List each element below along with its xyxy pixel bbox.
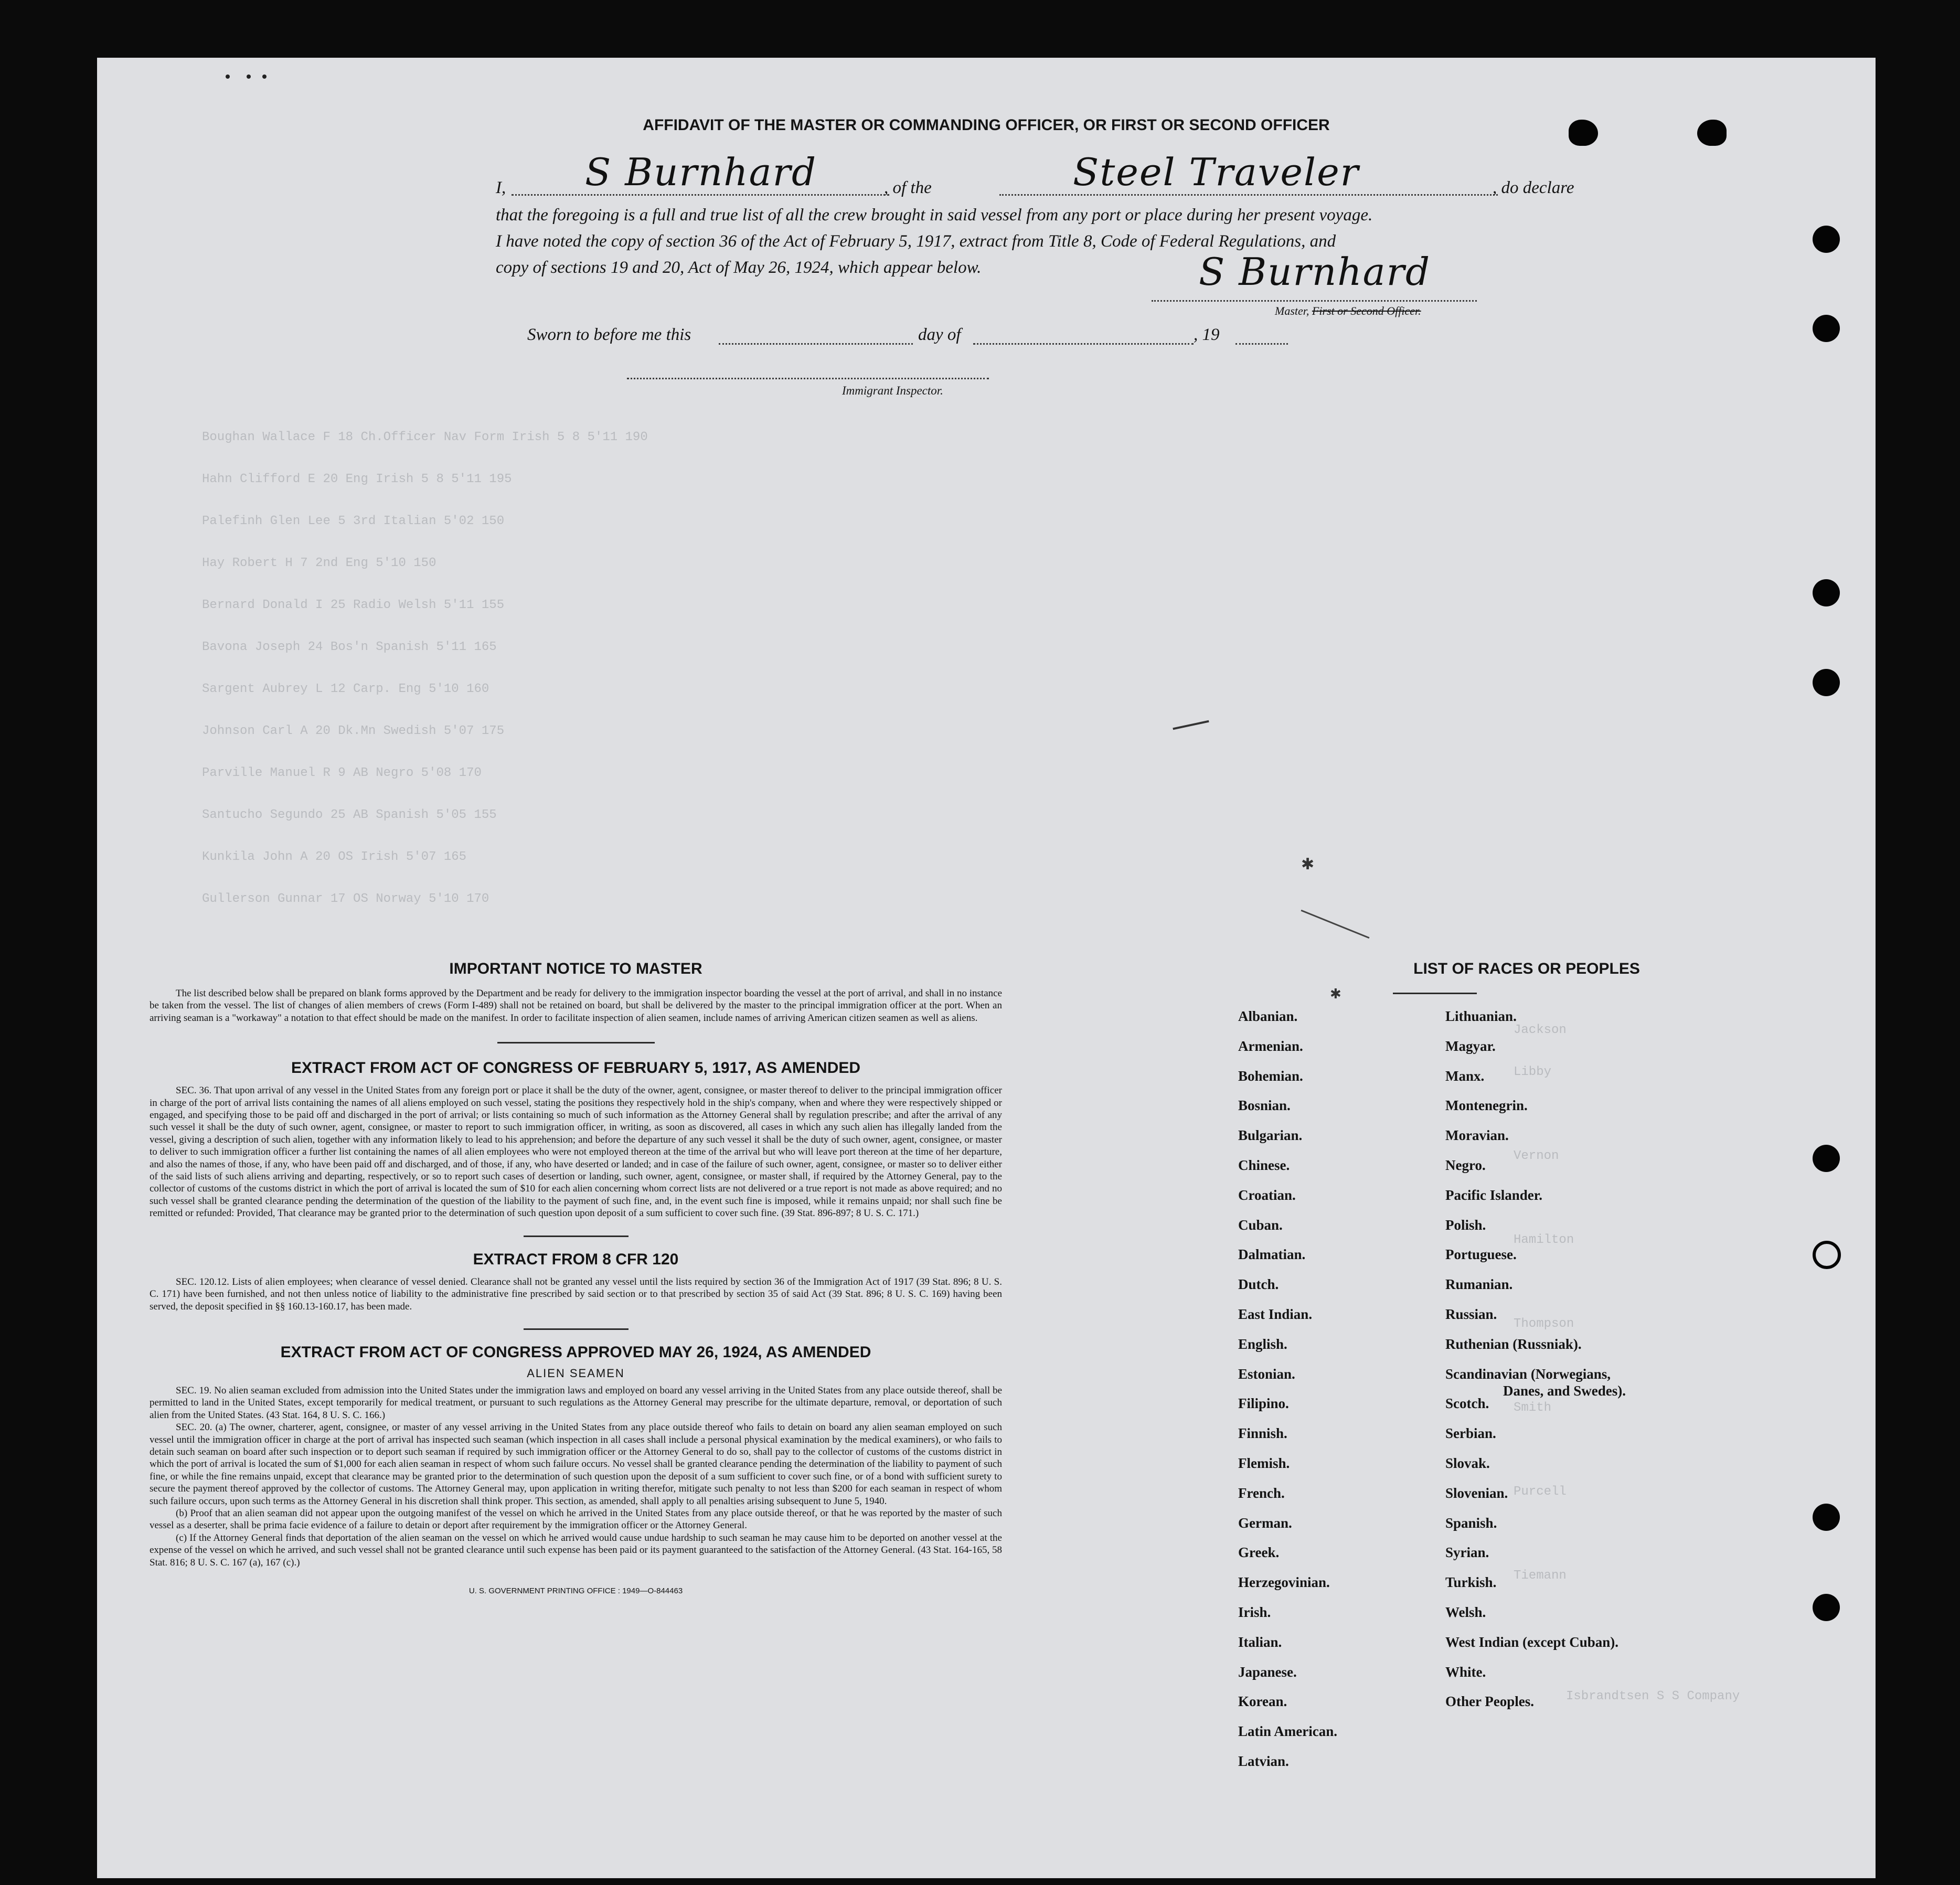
race-item: Bohemian. [1238, 1068, 1303, 1084]
race-item: Ruthenian (Russniak). [1445, 1336, 1582, 1352]
document-page: Boughan Wallace F 18 Ch.Officer Nav Form Irish 5 8 5'11 190 Hahn Clifford E 20 Eng Irish 5 8 5'11 195 Palefinh Glen Lee 5 3rd Italian 5'02 150 Hay Robert H 7 2nd Eng 5'10 150 Bernard Donald I 25 Radio Welsh 5'11 155 Bavona Joseph 24 Bos'n Spanish 5'11 165 Sargent Aubrey L 12 Carp. Eng 5'10 160 Johnson Carl A 20 Dk.Mn Swedish 5'07 175 Parville Manuel R 9 AB Negro 5'08 170 Santucho Segundo 25 AB Spanish 5'05 155 Kunkila John A 20 OS Irish 5'07 165 Gullerson Gunnar 17 OS Norway 5'10 170 Jackson Libby Vernon Hamilton Thompson Smith Purcell Tiemann Isbrandtsen S S Company AFFIDAVIT OF THE MASTER OR COMMANDING OFFICER, OR FIRST OR SECOND OFFICER I, S Burnhard , of the Steel Traveler , do declare that the foregoing is a full and true list of all the crew brought in said vessel from any port or place during her present voyage. I have noted the copy of section 36 of the Act of February 5, 1917, extract from Title 8, Code of Federal Regulations, and copy of sections 19 and 20, Act of May 26, 1924, which appear below. S Burnhard Master, First or Second Officer. Sworn to before me this day of , 19 Immigrant Inspector. IMPORTANT NOTICE TO MASTER The list described below shall be prepared on blank forms approved by the Department and be ready for delivery to the immigration inspector boarding the vessel at the port of arrival, and shall in no instance be taken from the vessel. The list of changes of alien members of crews (Form I-489) shall not be retained on board, but shall be delivered by the master to the principal immigration officer at the port. When an arriving seaman is a "workaway" a notation to that effect should be made on the manifest. In order to facilitate inspection of alien seamen, include names of arriving American citizen seamen as well as aliens. EXTRACT FROM ACT OF CONGRESS OF FEBRUARY 5, 1917, AS AMENDED SEC. 36. That upon arrival of any vessel in the United States from any foreign port or place it shall be the duty of the owner, agent, consignee, or master thereof to deliver to the principal immigration officer in charge of the port of arrival lists containing the names of all aliens employed on such vessel, stating the positions they respectively hold in the ship's company, when and where they were respectively shipped or engaged, and specifying those to be paid off and discharged in the port of arrival; or lists containing so much of such information as the Attorney General shall by regulation prescribe; and after the arrival of any such vessel it shall be the duty of such owner, agent, consignee, or master to report to such immigration officer, in writing, as soon as discovered, all cases in which any such alien has illegally landed from the vessel, giving a description of such alien, together with any information likely to lead to his apprehension; and before the departure of any such vessel it shall be the duty of such owner, agent, consignee, or master to deliver to such immigration officer a further list containing the names of all alien employees who were not employed thereon at the time of the arrival but who will leave port thereon at the time of her departure, and also the names of those, if any, who have been paid off and discharged, and of those, if any, who have deserted or landed; and in case of the failure of such owner, agent, consignee, or master so to deliver either of the said lists of such aliens arriving and departing, respectively, or so to report such cases of desertion or landing, such owner, agent, consignee, or master shall, if required by the Attorney General, pay to the collector of customs of the customs district in which the port of arrival is located the sum of $10 for each alien concerning whom correct lists are not delivered or a true report is not made as above required; and no such vessel shall be granted clearance pending the determination of the question of the liability to the payment of such fine, and, in the event such fine is imposed, while it remains unpaid; nor shall such fine be remitted or refunded: Provided, That clearance may be granted prior to the determination of such question upon deposit of a sum sufficient to cover such fine. (39 Stat. 896-897; 8 U. S. C. 171.) EXTRACT FROM 8 CFR 120 SEC. 120.12. Lists of alien employees; when clearance of vessel denied. Clearance shall not be granted any vessel until the lists required by section 36 of the Immigration Act of 1917 (39 Stat. 896; 8 U. S. C. 171) have been furnished, and not then unless notice of liability to the administrative fine prescribed by said section or to that prescribed by section 35 of said Act (39 Stat. 896; 8 U. S. C. 169) having been served, the deposit specified in §§ 160.13-160.17, has been made. EXTRACT FROM ACT OF CONGRESS APPROVED MAY 26, 1924, AS AMENDED ALIEN SEAMEN SEC. 19. No alien seaman excluded from admission into the United States under the immigration laws and employed on board any vessel arriving in the United States from any place outside thereof, shall be permitted to land in the United States, except temporarily for medical treatment, or pursuant to such regulations as the Attorney General may prescribe for the ultimate departure, removal, or deportation of such alien from the United States. (43 Stat. 164, 8 U. S. C. 166.) SEC. 20. (a) The owner, charterer, agent, consignee, or master of any vessel arriving in the United States from any place outside thereof who fails to detain on board any alien seaman employed on such vessel until the immigration officer in charge at the port of arrival has inspected such seaman (which inspection in all cases shall include a personal physical examination by the medical examiners), or who fails to detain such seaman on board after such inspection or to deport such seaman if required by such immigration officer or the Attorney General to do so, shall pay to the collector of customs of the customs district in which the port of arrival is located the sum of $1,000 for each alien seaman in respect of whom such failure occurs. No vessel shall be granted clearance pending the determination of the liability to payment of such fine, or while the fine remains unpaid, except that clearance may be granted prior to the determination of such question upon the deposit of a sum sufficient to cover such fine, or of a bond with sufficient surety to secure the payment thereof approved by the collector of customs. The Attorney General may, upon application in writing therefor, mitigate such penalty to not less than $200 for each seaman in respect of whom such failure occurs, upon such terms as the Attorney General in his discretion shall think proper. This section, as amended, shall apply to all penalties arising subsequent to June 5, 1940. (b) Proof that an alien seaman did not appear upon the outgoing manifest of the vessel on which he arrived in the United States from any place outside thereof, or that he was reported by the master of such vessel as a deserter, shall be prima facie evidence of a failure to detain or deport after requirement by the immigration officer or the Attorney General. (c) If the Attorney General finds that deportation of the alien seaman on the vessel on which he arrived would cause undue hardship to such seaman he may cause him to be deported on another vessel at the expense of the vessel on which he arrived, and such vessel shall not be granted clearance until such expense has been paid or its payment guaranteed to the satisfaction of the Attorney General. (43 Stat. 164-165, 58 Stat. 816; 8 U. S. C. 167 (a), 167 (c).) U. S. GOVERNMENT PRINTING OFFICE : 1949—O-844463 LIST OF RACES OR PEOPLES ✱ ✱ Albanian. Armenian. Bohemian. Bosnian. Bulgarian. Chinese. Croatian. Cuban. Dalmatian. Dutch. East Indian. English. Estonian. Filipino. Finnish. Flemish. French. German. Greek. Herzegovinian. Irish. Italian. Japanese. Korean. Latin American. Latvian. Lithuanian. Magyar. Manx. Montenegrin. Moravian. Negro. Pacific Islander. Polish. Portuguese. Rumanian. Russian. Ruthenian (Russniak). Scandinavian (Norwegians, Danes, and Swedes). Scotch. Serbian. Slovak. Slovenian. Spanish. Syrian. Turkish. Welsh. West Indian (except Cuban). White. Other Peoples. [97, 58, 1876, 1878]
race-item: Magyar. [1445, 1038, 1496, 1054]
binder-hole [1813, 579, 1840, 606]
binder-hole [1813, 1241, 1841, 1269]
race-item: Chinese. [1238, 1157, 1290, 1173]
sworn-prefix: Sworn to before me this [527, 325, 691, 344]
race-item: Cuban. [1238, 1217, 1283, 1233]
race-item: Serbian. [1445, 1425, 1496, 1442]
extract-cfr-title: EXTRACT FROM 8 CFR 120 [473, 1250, 679, 1268]
inspector-signature-field [627, 372, 989, 379]
race-item: Estonian. [1238, 1366, 1295, 1382]
race-item: Welsh. [1445, 1604, 1486, 1620]
extract-1924-sec20c: (c) If the Attorney General finds that deportation of the alien seaman on the vessel on which he arrived would cause undue hardship to such seaman he may cause him to be deported on another vessel at the expense of the vessel on which he arrived, and such vessel shall not be granted clearance until such expense has been paid or its payment guaranteed to the satisfaction of the Attorney General. (43 Stat. 164-165, 58 Stat. 816; 8 U. S. C. 167 (a), 167 (c).) [150, 1532, 1002, 1568]
race-item: Negro. [1445, 1157, 1486, 1173]
vessel-name-field [999, 150, 1498, 196]
extract-1917-body: SEC. 36. That upon arrival of any vessel in the United States from any foreign port or place it shall be the duty of the owner, agent, consignee, or master thereof to deliver to the principal immigration officer in charge of the port of arrival lists containing the names of all aliens employed on such vessel, stating the positions they respectively hold in the ship's company, when and where they were respectively shipped or engaged, and specifying those to be paid off and discharged in the port of arrival; or lists containing so much of such information as the Attorney General shall by regulation prescribe; and after the arrival of any such vessel it shall be the duty of such owner, agent, consignee, or master to report to such immigration officer, in writing, as soon as discovered, all cases in which any such alien has illegally landed from the vessel, giving a description of such alien, together with any information likely to lead to his apprehension; and before the departure of any such vessel it shall be the duty of such owner, agent, consignee, or master to deliver to such immigration officer a further list containing the names of all alien employees who were not employed thereon at the time of the arrival but who will leave port thereon at the time of her departure, and also the names of those, if any, who have been paid off and discharged, and of those, if any, who have deserted or landed; and in case of the failure of such owner, agent, consignee, or master so to deliver either of the said lists of such aliens arriving and departing, respectively, or so to report such cases of desertion or landing, such owner, agent, consignee, or master shall, if required by the Attorney General, pay to the collector of customs of the customs district in which the port of arrival is located the sum of $10 for each alien concerning whom correct lists are not delivered or a true report is not made as above required; and no such vessel shall be granted clearance pending the determination of the question of the liability to the payment of such fine, and, in the event such fine is imposed, while it remains unpaid; nor shall such fine be remitted or refunded: Provided, That clearance may be granted prior to the determination of such question upon deposit of a sum sufficient to cover such fine. (39 Stat. 896-897; 8 U. S. C. 171.) [150, 1085, 1002, 1219]
affidavit-line4: copy of sections 19 and 20, Act of May 26, 1924, which appear below. [496, 258, 982, 277]
race-item: Scandinavian (Norwegians, [1445, 1366, 1611, 1382]
race-item: East Indian. [1238, 1306, 1313, 1322]
affidavit-line3: I have noted the copy of section 36 of the Act of February 5, 1917, extract from Title 8, Code of Federal Regulations, and [496, 232, 1336, 251]
divider [524, 1328, 629, 1330]
race-item: Dalmatian. [1238, 1247, 1306, 1263]
race-item: Herzegovinian. [1238, 1574, 1330, 1591]
race-item: Armenian. [1238, 1038, 1303, 1054]
affidavit-line1-of: , of the [884, 178, 932, 197]
race-item: Danes, and Swedes). [1503, 1382, 1626, 1399]
race-item: Syrian. [1445, 1545, 1489, 1561]
divider [524, 1236, 629, 1237]
notice-body: The list described below shall be prepared on blank forms approved by the Department and be ready for delivery to the immigration inspector boarding the vessel at the port of arrival, and shall in no instance be taken from the vessel. The list of changes of alien members of crews (Form I-489) shall not be retained on board, but shall be delivered by the master to the principal immigration officer at the port. When an arriving seaman is a "workaway" a notation to that effect should be made on the manifest. In order to facilitate inspection of alien seamen, include names of arriving American citizen seamen as well as aliens. [150, 988, 1002, 1024]
divider [1393, 993, 1477, 994]
race-item: Moravian. [1445, 1127, 1509, 1144]
race-item: Finnish. [1238, 1425, 1287, 1442]
race-item: Rumanian. [1445, 1276, 1513, 1293]
race-item: Slovenian. [1445, 1485, 1508, 1501]
extract-1917-title: EXTRACT FROM ACT OF CONGRESS OF FEBRUARY 5, 1917, AS AMENDED [291, 1059, 861, 1077]
race-item: Korean. [1238, 1694, 1287, 1710]
race-item: Montenegrin. [1445, 1098, 1528, 1114]
sworn-year-field [1235, 324, 1288, 345]
race-item: Other Peoples. [1445, 1694, 1534, 1710]
race-item: English. [1238, 1336, 1287, 1352]
affidavit-line2: that the foregoing is a full and true list of all the crew brought in said vessel from any port or place during her present voyage. [496, 206, 1373, 225]
binder-hole [1813, 1145, 1840, 1172]
race-item: Irish. [1238, 1604, 1271, 1620]
master-name-field [512, 150, 889, 196]
master-signature: S Burnhard [1199, 250, 1431, 294]
race-item: Italian. [1238, 1634, 1282, 1650]
races-title: LIST OF RACES OR PEOPLES [1413, 960, 1640, 977]
notice-title: IMPORTANT NOTICE TO MASTER [449, 960, 702, 977]
race-item: Dutch. [1238, 1276, 1279, 1293]
master-signature-field [1152, 250, 1477, 302]
inspector-label: Immigrant Inspector. [842, 384, 943, 397]
vessel-name-signature: Steel Traveler [1073, 150, 1360, 194]
race-item: Latvian. [1238, 1753, 1289, 1769]
master-label-a: Master, [1275, 304, 1309, 317]
race-item: White. [1445, 1664, 1486, 1680]
binder-hole [1813, 669, 1840, 696]
race-item: Turkish. [1445, 1574, 1497, 1591]
race-item: Slovak. [1445, 1455, 1490, 1471]
race-item: Filipino. [1238, 1396, 1289, 1412]
binder-hole [1697, 120, 1727, 146]
master-label [1275, 304, 1421, 318]
race-item: Spanish. [1445, 1515, 1497, 1531]
affidavit-line1-prefix: I, [496, 178, 506, 197]
sworn-date-field [719, 324, 913, 345]
binder-hole [1813, 1504, 1840, 1531]
race-item: Manx. [1445, 1068, 1485, 1084]
race-item: Scotch. [1445, 1396, 1489, 1412]
sworn-month-field [973, 324, 1194, 345]
affidavit-line1-suffix: , do declare [1493, 178, 1574, 197]
race-item: Latin American. [1238, 1723, 1337, 1740]
race-item: Pacific Islander. [1445, 1187, 1542, 1203]
race-item: Portuguese. [1445, 1247, 1517, 1263]
master-name-signature: S Burnhard [585, 150, 817, 194]
extract-1924-sec20a: SEC. 20. (a) The owner, charterer, agent, consignee, or master of any vessel arriving in the United States from any place outside thereof who fails to detain on board any alien seaman employed on such vessel until the immigration officer in charge at the port of arrival has inspected such seaman (which inspection in all cases shall include a personal physical examination by the medical examiners), or who fails to detain such seaman on board after such inspection or to deport such seaman if required by such immigration officer or the Attorney General to do so, shall pay to the collector of customs of the customs district in which the port of arrival is located the sum of $1,000 for each alien seaman in respect of whom such failure occurs. No vessel shall be granted clearance pending the determination of the liability to payment of such fine, or while the fine remains unpaid, except that clearance may be granted prior to the determination of such question upon the deposit of a sum sufficient to cover such fine, or of a bond with sufficient surety to secure the payment thereof approved by the collector of customs. The Attorney General may, upon application in writing therefor, mitigate such penalty to not less than $200 for each seaman in respect of whom such failure occurs, upon such terms as the Attorney General in his discretion shall think proper. This section, as amended, shall apply to all penalties arising subsequent to June 5, 1940. [150, 1422, 1002, 1507]
race-item: West Indian (except Cuban). [1445, 1634, 1619, 1650]
race-item: Croatian. [1238, 1187, 1296, 1203]
race-item: German. [1238, 1515, 1292, 1531]
binder-hole [1813, 226, 1840, 253]
race-item: Albanian. [1238, 1008, 1298, 1024]
divider [497, 1042, 655, 1043]
sworn-year: , 19 [1194, 325, 1220, 344]
sworn-day-of: day of [918, 325, 961, 344]
race-item: Greek. [1238, 1545, 1280, 1561]
race-item: French. [1238, 1485, 1285, 1501]
race-item: Bulgarian. [1238, 1127, 1303, 1144]
race-item: Bosnian. [1238, 1098, 1291, 1114]
binder-hole [1813, 1594, 1840, 1621]
affidavit-title: AFFIDAVIT OF THE MASTER OR COMMANDING OFFICER, OR FIRST OR SECOND OFFICER [643, 116, 1330, 134]
extract-1924-subtitle: ALIEN SEAMEN [527, 1366, 625, 1380]
race-item: Japanese. [1238, 1664, 1297, 1680]
extract-1924-sec20b: (b) Proof that an alien seaman did not appear upon the outgoing manifest of the vessel on which he arrived in the United States from any place outside thereof, or that he was reported by the master of such vessel as a deserter, shall be prima facie evidence of a failure to detain or deport after requirement by the immigration officer or the Attorney General. [150, 1507, 1002, 1531]
printer-imprint: U. S. GOVERNMENT PRINTING OFFICE : 1949—O-844463 [468, 1586, 683, 1595]
extract-cfr-body: SEC. 120.12. Lists of alien employees; when clearance of vessel denied. Clearance shall not be granted any vessel until the lists required by section 36 of the Immigration Act of 1917 (39 Stat. 896; 8 U. S. C. 171) have been furnished, and not then unless notice of liability to the administrative fine prescribed by said section or to that prescribed by section 35 of said Act (39 Stat. 896; 8 U. S. C. 169) having been served, the deposit specified in §§ 160.13-160.17, has been made. [150, 1276, 1002, 1312]
notices-column [150, 960, 1002, 1595]
binder-hole [1569, 120, 1598, 146]
binder-hole [1813, 315, 1840, 342]
extract-1924-sec19: SEC. 19. No alien seaman excluded from admission into the United States under the immigration laws and employed on board any vessel arriving in the United States from any place outside thereof, shall be permitted to land in the United States, except temporarily for medical treatment, or pursuant to such regulations as the Attorney General may prescribe for the ultimate departure, removal, or deportation of such alien from the United States. (43 Stat. 164, 8 U. S. C. 166.) [150, 1385, 1002, 1421]
race-item: Flemish. [1238, 1455, 1290, 1471]
race-item: Polish. [1445, 1217, 1486, 1233]
race-item: Lithuanian. [1445, 1008, 1517, 1024]
race-item: Russian. [1445, 1306, 1497, 1322]
extract-1924-title: EXTRACT FROM ACT OF CONGRESS APPROVED MAY 26, 1924, AS AMENDED [280, 1343, 871, 1361]
master-label-b: First or Second Officer. [1312, 304, 1421, 317]
